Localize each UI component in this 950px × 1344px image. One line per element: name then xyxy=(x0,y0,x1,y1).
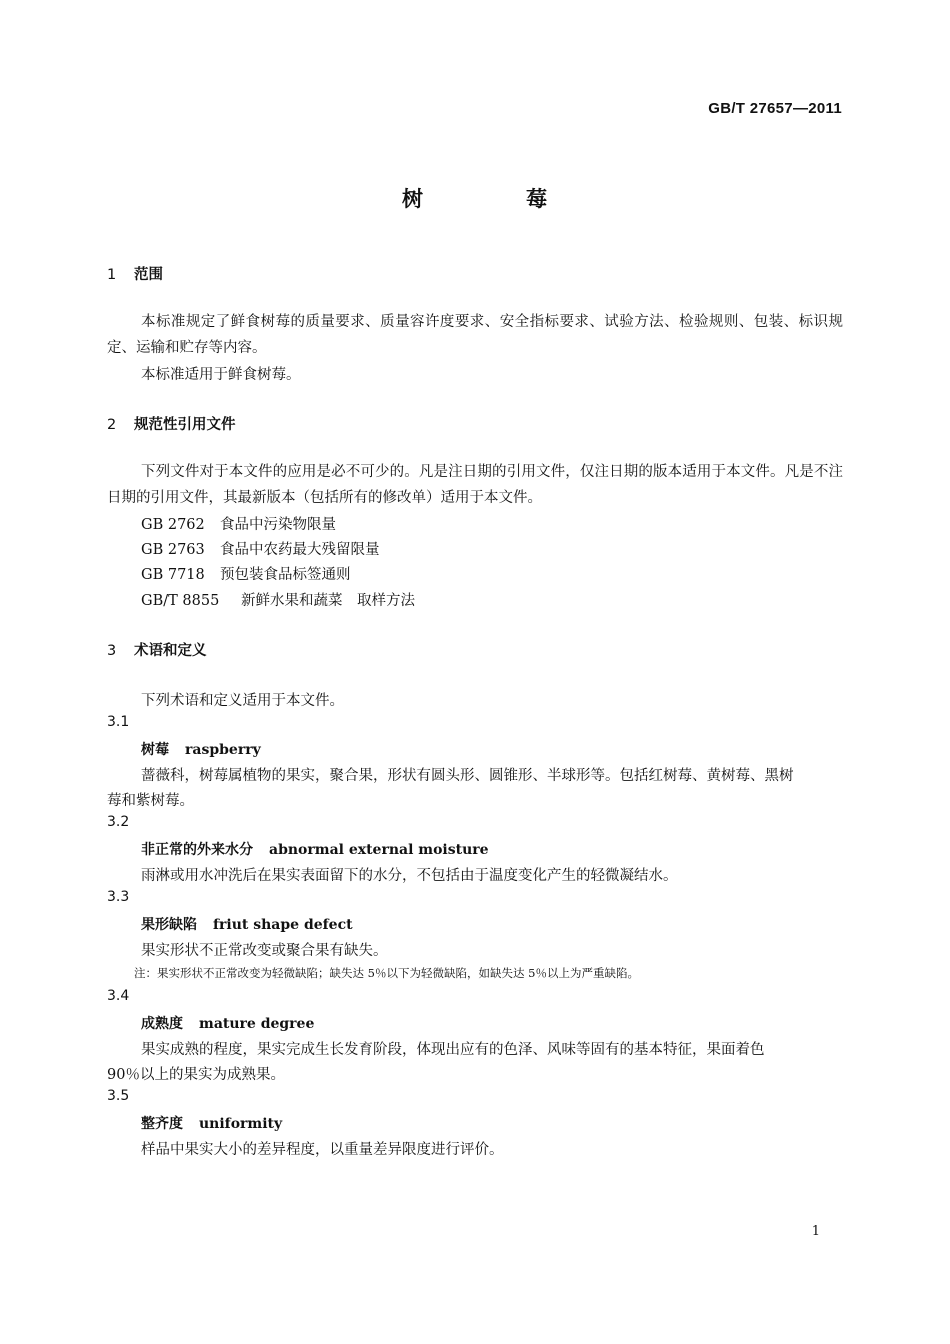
reference-title: 预包装食品标签通则 xyxy=(220,567,351,583)
reference-item xyxy=(141,563,351,584)
section-title: 术语和定义 xyxy=(134,643,207,659)
reference-code: GB 2762 xyxy=(141,517,205,533)
term-heading xyxy=(141,914,353,934)
term-name-en: friut shape defect xyxy=(213,917,353,933)
term-definition: 雨淋或用水冲洗后在果实表面留下的水分，不包括由于温度变化产生的轻微凝结水。 xyxy=(141,868,678,884)
section-title: 规范性引用文件 xyxy=(134,417,236,433)
term-name-en: uniformity xyxy=(199,1116,283,1132)
term-name-en: mature degree xyxy=(199,1016,315,1032)
term-name-zh: 成熟度 xyxy=(141,1016,183,1032)
term-heading xyxy=(141,839,489,859)
section-title: 范围 xyxy=(134,267,163,283)
term-name-zh: 整齐度 xyxy=(141,1116,183,1132)
term-name-zh: 树莓 xyxy=(141,742,169,758)
section-1-paragraph-1: 本标准规定了鲜食树莓的质量要求、质量容许度要求、安全指标要求、试验方法、检验规则、包装、标识规定、运输和贮存等内容。 xyxy=(107,314,843,356)
term-heading xyxy=(141,1013,314,1033)
section-1-paragraph-2: 本标准适用于鲜食树莓。 xyxy=(141,367,301,383)
reference-title: 食品中污染物限量 xyxy=(220,517,336,533)
term-definition: 样品中果实大小的差异程度，以重量差异限度进行评价。 xyxy=(141,1142,504,1158)
reference-title: 新鲜水果和蔬菜 取样方法 xyxy=(241,593,415,609)
section-2-paragraph-1: 下列文件对于本文件的应用是必不可少的。凡是注日期的引用文件，仅注日期的版本适用于本文件。凡是不注日期的引用文件，其最新版本（包括所有的修改单）适用于本文件。 xyxy=(107,464,843,506)
term-number: 3.3 xyxy=(107,889,130,905)
term-number: 3.1 xyxy=(107,714,130,730)
term-name-en: abnormal external moisture xyxy=(269,842,489,858)
term-heading xyxy=(141,1113,282,1133)
section-2-heading xyxy=(107,413,236,434)
term-definition-continued: 莓和紫树莓。 xyxy=(107,793,194,809)
section-number: 2 xyxy=(107,417,117,433)
term-number: 3.5 xyxy=(107,1088,130,1104)
term-name-en: raspberry xyxy=(185,742,261,758)
standard-code: GB/T 27657—2011 xyxy=(708,100,842,117)
section-number: 3 xyxy=(107,643,117,659)
term-number: 3.2 xyxy=(107,814,130,830)
reference-code: GB/T 8855 xyxy=(141,593,220,609)
section-3-heading xyxy=(107,639,207,660)
term-heading xyxy=(141,739,261,759)
document-title-char-1: 树 xyxy=(402,187,423,211)
term-note: 注：果实形状不正常改变为轻微缺陷；缺失达 5％以下为轻微缺陷，如缺失达 5％以上为严重缺陷。 xyxy=(134,966,639,980)
section-number: 1 xyxy=(107,267,117,283)
section-3-intro: 下列术语和定义适用于本文件。 xyxy=(141,693,344,709)
reference-title: 食品中农药最大残留限量 xyxy=(220,542,380,558)
reference-code: GB 7718 xyxy=(141,567,205,583)
term-definition: 果实形状不正常改变或聚合果有缺失。 xyxy=(141,943,388,959)
term-definition: 蔷薇科，树莓属植物的果实，聚合果，形状有圆头形、圆锥形、半球形等。包括红树莓、黄树莓、黑树 xyxy=(141,768,794,784)
document-title-char-2: 莓 xyxy=(526,187,547,211)
term-definition-continued: 90％以上的果实为成熟果。 xyxy=(107,1067,285,1083)
reference-item xyxy=(141,538,380,559)
page-number: 1 xyxy=(811,1224,820,1239)
reference-item xyxy=(141,513,336,534)
term-name-zh: 果形缺陷 xyxy=(141,917,197,933)
section-1-heading xyxy=(107,263,163,284)
term-number: 3.4 xyxy=(107,988,130,1004)
reference-item xyxy=(141,589,415,610)
term-definition: 果实成熟的程度，果实完成生长发育阶段，体现出应有的色泽、风味等固有的基本特征，果面着色 xyxy=(141,1042,765,1058)
reference-code: GB 2763 xyxy=(141,542,205,558)
term-name-zh: 非正常的外来水分 xyxy=(141,842,253,858)
